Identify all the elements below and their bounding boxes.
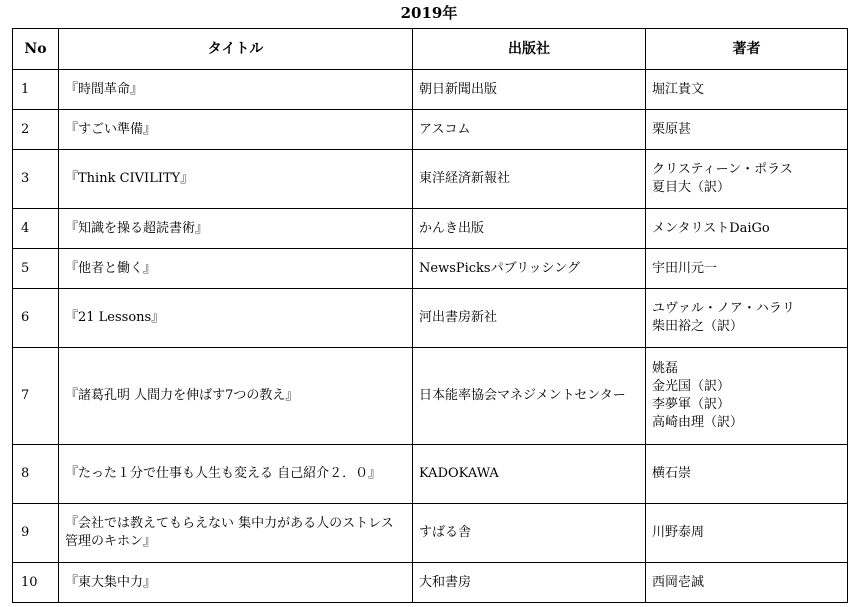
row-publisher: KADOKAWA <box>413 445 646 504</box>
row-title: 『諸葛孔明 人間力を伸ばす7つの教え』 <box>59 348 413 445</box>
author-line: 高崎由理（訳） <box>652 415 744 430</box>
row-no: 10 <box>13 563 59 603</box>
author-line: メンタリストDaiGo <box>652 220 770 236</box>
header-publisher: 出版社 <box>413 29 646 70</box>
row-no: 8 <box>13 445 59 504</box>
author-line: 夏目大（訳） <box>652 180 731 195</box>
table-row <box>13 289 848 348</box>
author-line: 堀江貴文 <box>652 81 705 97</box>
header-author: 著者 <box>646 29 848 70</box>
author-line: 李夢軍（訳） <box>652 397 731 412</box>
row-title: 『21 Lessons』 <box>59 289 413 348</box>
row-publisher: 日本能率協会マネジメントセンター <box>413 348 646 445</box>
author-line: クリスティーン・ポラス <box>652 162 793 177</box>
row-author <box>646 289 848 348</box>
table-row <box>13 504 848 563</box>
row-author <box>646 249 848 289</box>
table-row <box>13 110 848 150</box>
row-publisher: 河出書房新社 <box>413 289 646 348</box>
row-publisher: アスコム <box>413 110 646 150</box>
row-author <box>646 445 848 504</box>
row-title: 『知識を操る超読書術』 <box>59 209 413 249</box>
table-row <box>13 445 848 504</box>
row-publisher: 朝日新聞出版 <box>413 70 646 110</box>
author-line: 横石崇 <box>652 466 692 481</box>
table-row <box>13 150 848 209</box>
row-no: 3 <box>13 150 59 209</box>
author-line: 姚磊 <box>652 361 679 376</box>
row-author <box>646 348 848 445</box>
row-publisher: かんき出版 <box>413 209 646 249</box>
row-title: 『東大集中力』 <box>59 563 413 603</box>
header-title: タイトル <box>59 29 413 70</box>
author-line: ユヴァル・ノア・ハラリ <box>652 301 795 316</box>
row-title: 『会社では教えてもらえない 集中力がある人のストレス管理のキホン』 <box>59 504 413 563</box>
row-no: 7 <box>13 348 59 445</box>
row-publisher: 東洋経済新報社 <box>413 150 646 209</box>
table-row <box>13 348 848 445</box>
table-row <box>13 563 848 603</box>
header-no: No <box>13 29 59 70</box>
row-author <box>646 563 848 603</box>
row-author <box>646 209 848 249</box>
author-line: 西岡壱誠 <box>652 574 705 590</box>
row-author <box>646 504 848 563</box>
row-publisher: すばる舎 <box>413 504 646 563</box>
row-author <box>646 110 848 150</box>
book-table <box>12 28 848 603</box>
row-no: 9 <box>13 504 59 563</box>
author-line: 栗原甚 <box>652 121 692 137</box>
author-line: 宇田川元一 <box>652 260 718 276</box>
row-author <box>646 150 848 209</box>
row-title: 『時間革命』 <box>59 70 413 110</box>
author-line: 柴田裕之（訳） <box>652 319 744 334</box>
table-row <box>13 249 848 289</box>
row-no: 5 <box>13 249 59 289</box>
row-no: 6 <box>13 289 59 348</box>
row-title: 『Think CIVILITY』 <box>59 150 413 209</box>
author-line: 川野泰周 <box>652 525 705 540</box>
row-publisher: 大和書房 <box>413 563 646 603</box>
row-no: 1 <box>13 70 59 110</box>
table-row <box>13 70 848 110</box>
row-title: 『すごい準備』 <box>59 110 413 150</box>
author-line: 金光国（訳） <box>652 379 731 394</box>
row-author <box>646 70 848 110</box>
row-no: 4 <box>13 209 59 249</box>
row-publisher: NewsPicksパブリッシング <box>413 249 646 289</box>
header-row <box>13 29 848 70</box>
row-title: 『たった１分で仕事も人生も変える 自己紹介２．０』 <box>59 445 413 504</box>
row-title: 『他者と働く』 <box>59 249 413 289</box>
page-title: 2019年 <box>400 4 458 22</box>
row-no: 2 <box>13 110 59 150</box>
table-row <box>13 209 848 249</box>
